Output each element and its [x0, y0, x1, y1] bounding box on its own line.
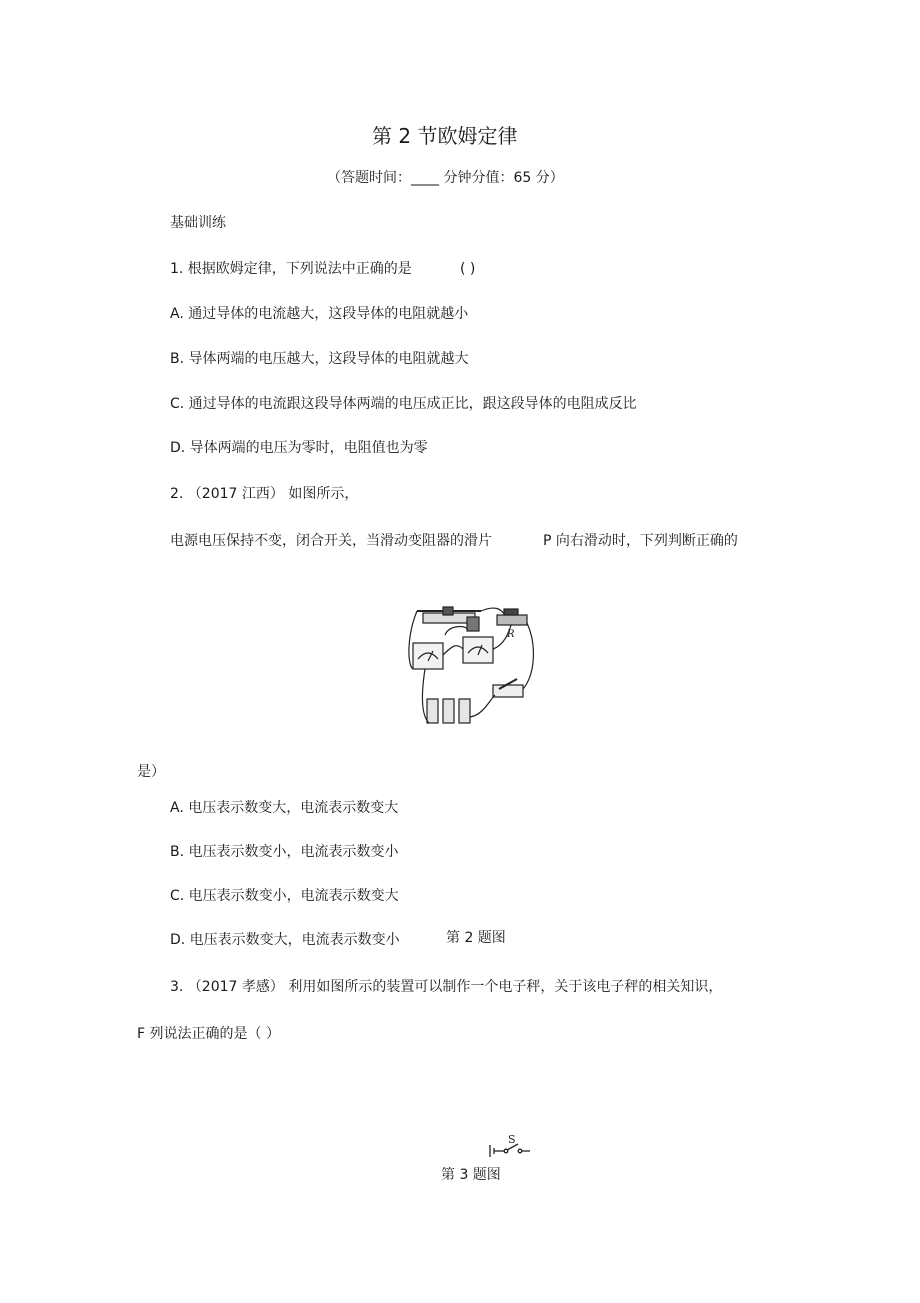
- q3-stem-continued: F 列说法正确的是（ ）: [137, 1026, 280, 1042]
- q3-figure-caption: 第 3 题图: [441, 1167, 501, 1183]
- q3-circuit-figure: [484, 1133, 534, 1159]
- q2-option-d: D. 电压表示数变大，电流表示数变小: [170, 932, 400, 948]
- q2-option-a: A. 电压表示数变大，电流表示数变大: [170, 800, 399, 816]
- resistor-r: [497, 615, 527, 625]
- q3-stem: 3. （2017 孝感） 利用如图所示的装置可以制作一个电子秤，关于该电子秤的相关知识，: [170, 979, 723, 995]
- q1-answer-paren: ( ): [460, 261, 476, 277]
- ammeter-icon: [463, 637, 493, 663]
- switch-icon: [493, 685, 523, 697]
- q2-line2-part1: 电源电压保持不变，闭合开关，当滑动变阻器的滑片: [170, 533, 492, 549]
- section-heading: 基础训练: [170, 215, 226, 231]
- q1-option-d: D. 导体两端的电压为零时，电阻值也为零: [170, 440, 428, 456]
- q2-line2-part2: P 向右滑动时，下列判断正确的: [543, 533, 738, 549]
- q2-circuit-figure: [405, 605, 545, 730]
- battery-icon-3: [459, 699, 470, 723]
- q1-stem: 1. 根据欧姆定律，下列说法中正确的是: [170, 261, 412, 277]
- page-title: 第 2 节欧姆定律: [372, 124, 518, 148]
- q1-option-a: A. 通过导体的电流越大，这段导体的电阻就越小: [170, 306, 469, 322]
- page-subtitle: （答题时间：____ 分钟分值：65 分）: [327, 170, 564, 186]
- q1-option-b: B. 导体两端的电压越大，这段导体的电阻就越大: [170, 351, 469, 367]
- rheostat-slider: [467, 617, 479, 631]
- q2-option-b: B. 电压表示数变小，电流表示数变小: [170, 844, 399, 860]
- q2-stem-continued: 是）: [137, 764, 165, 780]
- q2-stem: 2. （2017 江西） 如图所示，: [170, 486, 359, 502]
- voltmeter-icon: [413, 643, 443, 669]
- q2-figure-caption: 第 2 题图: [446, 930, 506, 946]
- resistor-label: R: [507, 629, 515, 640]
- switch-label: S: [508, 1133, 516, 1146]
- battery-icon-1: [427, 699, 438, 723]
- q1-option-c: C. 通过导体的电流跟这段导体两端的电压成正比，跟这段导体的电阻成反比: [170, 396, 637, 412]
- battery-icon-2: [443, 699, 454, 723]
- q2-option-c: C. 电压表示数变小，电流表示数变大: [170, 888, 399, 904]
